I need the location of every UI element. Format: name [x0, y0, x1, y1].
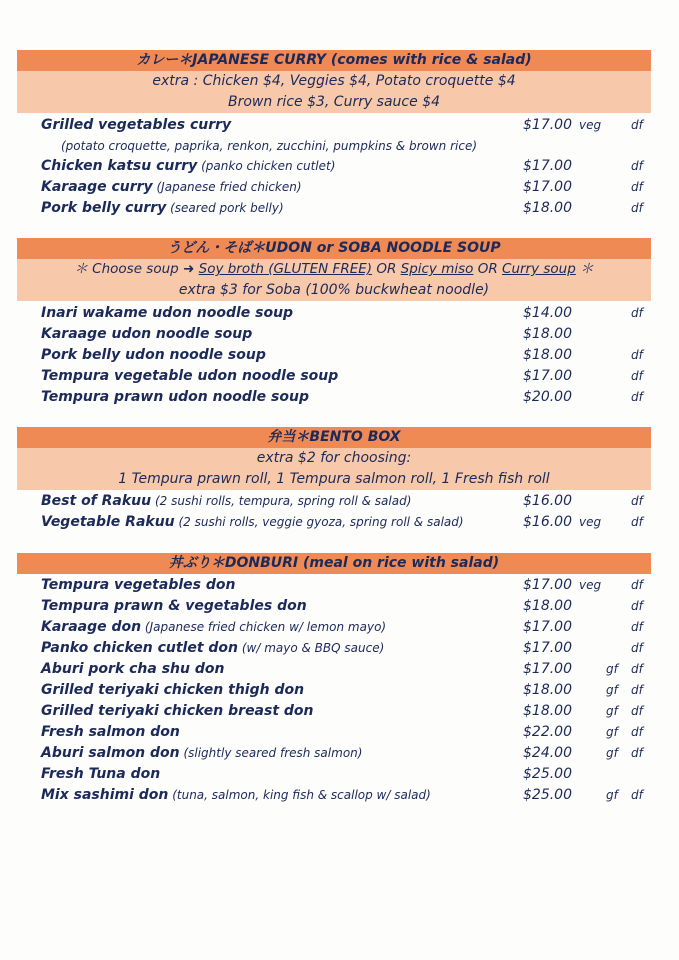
menu-item — [17, 198, 651, 219]
soup-option-curry: Curry soup — [502, 261, 576, 277]
item-df-tag: df — [631, 641, 643, 655]
item-df-tag: df — [631, 118, 643, 132]
menu-item — [17, 701, 651, 722]
item-price: $17.00 — [523, 661, 572, 677]
menu-item — [17, 345, 651, 366]
item-price: $17.00 — [523, 368, 572, 384]
udon-choose-soup — [17, 259, 651, 280]
item-name: Pork belly udon noodle soup — [41, 347, 266, 363]
udon-section — [17, 238, 651, 408]
menu-item — [17, 722, 651, 743]
item-name: Chicken katsu curry — [41, 158, 198, 174]
item-df-tag: df — [631, 683, 643, 697]
item-price: $16.00 — [523, 514, 572, 530]
item-name: Grilled vegetables curry — [41, 117, 232, 133]
item-desc: (2 sushi rolls, veggie gyoza, spring roll & salad) — [174, 515, 464, 529]
item-gf-tag: gf — [606, 704, 618, 718]
item-desc: (Japanese fried chicken) — [152, 180, 302, 194]
choose-prefix: ＊ Choose soup ➜ — [74, 261, 199, 277]
menu-item — [17, 156, 651, 177]
item-df-tag: df — [631, 494, 643, 508]
item-name: Tempura prawn udon noodle soup — [41, 389, 309, 405]
menu-item — [17, 764, 651, 785]
item-price: $17.00 — [523, 117, 572, 133]
item-df-tag: df — [631, 159, 643, 173]
menu-item — [17, 659, 651, 680]
item-gf-tag: gf — [606, 662, 618, 676]
item-desc: (tuna, salmon, king fish & scallop w/ salad) — [168, 788, 431, 802]
item-price: $16.00 — [523, 493, 572, 509]
udon-extra: extra $3 for Soba (100% buckwheat noodle) — [17, 280, 651, 301]
item-desc: (slightly seared fresh salmon) — [179, 746, 363, 760]
menu-item — [17, 303, 651, 324]
item-df-tag: df — [631, 746, 643, 760]
item-desc: (panko chicken cutlet) — [197, 159, 336, 173]
menu-item — [17, 512, 651, 533]
menu-item — [17, 177, 651, 198]
bento-extra-line-1: extra $2 for choosing: — [17, 448, 651, 469]
item-gf-tag: gf — [606, 725, 618, 739]
item-price: $18.00 — [523, 703, 572, 719]
item-price: $22.00 — [523, 724, 572, 740]
item-df-tag: df — [631, 369, 643, 383]
item-veg-tag: veg — [579, 578, 602, 592]
item-price: $18.00 — [523, 326, 572, 342]
item-price: $18.00 — [523, 598, 572, 614]
item-veg-tag: veg — [579, 515, 602, 529]
item-df-tag: df — [631, 620, 643, 634]
item-name: Grilled teriyaki chicken thigh don — [41, 682, 305, 698]
item-desc: (Japanese fried chicken w/ lemon mayo) — [141, 620, 387, 634]
item-name: Aburi salmon don — [41, 745, 180, 761]
item-price: $25.00 — [523, 766, 572, 782]
item-name: Fresh salmon don — [41, 724, 180, 740]
item-price: $25.00 — [523, 787, 572, 803]
menu-item — [17, 638, 651, 659]
item-desc: (2 sushi rolls, tempura, spring roll & salad) — [151, 494, 412, 508]
bento-section — [17, 427, 651, 533]
curry-title: カレー＊JAPANESE CURRY (comes with rice & salad) — [17, 50, 651, 71]
item-price: $18.00 — [523, 347, 572, 363]
item-price: $17.00 — [523, 640, 572, 656]
item-df-tag: df — [631, 788, 643, 802]
menu-item — [17, 680, 651, 701]
item-df-tag: df — [631, 390, 643, 404]
item-veg-tag: veg — [579, 118, 602, 132]
item-name: Tempura vegetables don — [41, 577, 236, 593]
udon-title: うどん・そば＊UDON or SOBA NOODLE SOUP — [17, 238, 651, 259]
curry-section — [17, 50, 651, 219]
item-price: $17.00 — [523, 179, 572, 195]
item-desc: (seared pork belly) — [166, 201, 284, 215]
soup-option-soy: Soy broth (GLUTEN FREE) — [198, 261, 373, 277]
item-gf-tag: gf — [606, 746, 618, 760]
item-name: Karaage don — [41, 619, 142, 635]
or-text: OR — [372, 261, 401, 277]
item-name: Tempura prawn & vegetables don — [41, 598, 307, 614]
item-price: $20.00 — [523, 389, 572, 405]
menu-item — [17, 324, 651, 345]
item-df-tag: df — [631, 725, 643, 739]
bento-extra-line-2: 1 Tempura prawn roll, 1 Tempura salmon roll, 1 Fresh fish roll — [17, 469, 651, 490]
item-name: Tempura vegetable udon noodle soup — [41, 368, 339, 384]
donburi-title: 丼ぶり＊DONBURI (meal on rice with salad) — [17, 553, 651, 574]
item-price: $24.00 — [523, 745, 572, 761]
item-df-tag: df — [631, 201, 643, 215]
item-name: Best of Rakuu — [41, 493, 152, 509]
item-name: Mix sashimi don — [41, 787, 169, 803]
curry-extra-line-1: extra : Chicken $4, Veggies $4, Potato croquette $4 — [17, 71, 651, 92]
item-df-tag: df — [631, 306, 643, 320]
item-name: Karaage udon noodle soup — [41, 326, 253, 342]
item-name: Karaage curry — [41, 179, 153, 195]
item-name: Aburi pork cha shu don — [41, 661, 225, 677]
menu-item — [17, 596, 651, 617]
item-price: $17.00 — [523, 619, 572, 635]
item-df-tag: df — [631, 704, 643, 718]
menu-item — [17, 743, 651, 764]
choose-suffix: ＊ — [575, 261, 594, 277]
item-price: $17.00 — [523, 577, 572, 593]
or-text: OR — [473, 261, 503, 277]
menu-item — [17, 366, 651, 387]
menu-item — [17, 575, 651, 596]
soup-option-miso: Spicy miso — [400, 261, 474, 277]
item-df-tag: df — [631, 578, 643, 592]
bento-title: 弁当＊BENTO BOX — [17, 427, 651, 448]
item-name: Vegetable Rakuu — [41, 514, 175, 530]
item-desc: (w/ mayo & BBQ sauce) — [238, 641, 385, 655]
item-df-tag: df — [631, 599, 643, 613]
menu-item — [17, 491, 651, 512]
curry-extra-line-2: Brown rice $3, Curry sauce $4 — [17, 92, 651, 113]
menu-item — [17, 387, 651, 408]
menu-item — [17, 785, 651, 806]
item-note: (potato croquette, paprika, renkon, zucchini, pumpkins & brown rice) — [61, 139, 478, 153]
item-price: $18.00 — [523, 682, 572, 698]
item-price: $18.00 — [523, 200, 572, 216]
item-df-tag: df — [631, 348, 643, 362]
item-gf-tag: gf — [606, 788, 618, 802]
item-name: Fresh Tuna don — [41, 766, 161, 782]
item-price: $14.00 — [523, 305, 572, 321]
item-name: Inari wakame udon noodle soup — [41, 305, 294, 321]
item-df-tag: df — [631, 515, 643, 529]
item-df-tag: df — [631, 662, 643, 676]
item-df-tag: df — [631, 180, 643, 194]
item-name: Panko chicken cutlet don — [41, 640, 239, 656]
menu-item — [17, 115, 651, 136]
item-price: $17.00 — [523, 158, 572, 174]
item-gf-tag: gf — [606, 683, 618, 697]
item-name: Pork belly curry — [41, 200, 167, 216]
item-name: Grilled teriyaki chicken breast don — [41, 703, 314, 719]
donburi-section — [17, 553, 651, 806]
menu-item — [17, 617, 651, 638]
